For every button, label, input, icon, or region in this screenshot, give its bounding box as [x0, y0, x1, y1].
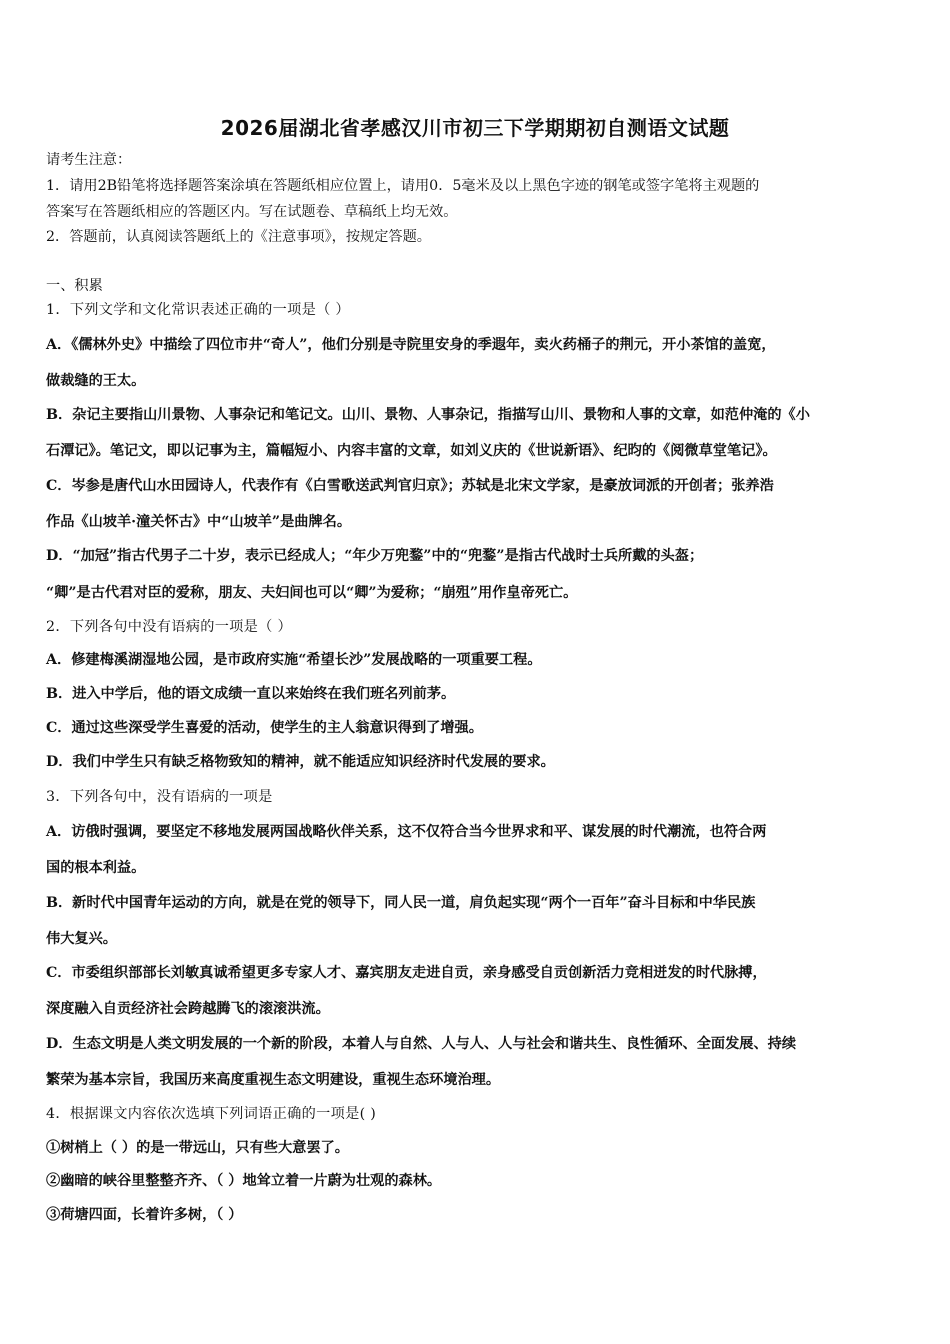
- q3-option-c: C．市委组织部部长刘敏真诚希望更多专家人才、嘉宾朋友走进自贡，亲身感受自贡创新活力竞相迸发的时代脉搏，: [46, 965, 767, 981]
- q4-item-2: ②幽暗的峡谷里整整齐齐、（ ）地耸立着一片蔚为壮观的森林。: [46, 1173, 442, 1189]
- question-1-stem: 1．下列文学和文化常识表述正确的一项是（ ）: [46, 302, 350, 318]
- q1-option-a: A．《儒林外史》中描绘了四位市井“奇人”，他们分别是寺院里安身的季遐年，卖火药桶子的荆元，开小茶馆的盖宽，: [46, 337, 776, 353]
- q1-option-d: D．“加冠”指古代男子二十岁，表示已经成人；“年少万兜鍪”中的“兜鍪”是指古代战时士兵所戴的头盔；: [46, 548, 704, 564]
- q2-option-c: C．通过这些深受学生喜爱的活动，使学生的主人翁意识得到了增强。: [46, 720, 483, 736]
- q3-option-c-cont: 深度融入自贡经济社会跨越腾飞的滚滚洪流。: [46, 1001, 330, 1017]
- q1-option-c: C．岑参是唐代山水田园诗人，代表作有《白雪歌送武判官归京》；苏轼是北宋文学家，是豪放词派的开创者；张养浩: [46, 478, 774, 494]
- q3-option-d: D．生态文明是人类文明发展的一个新的阶段，本着人与自然、人与人、人与社会和谐共生、良性循环、全面发展、持续: [46, 1036, 797, 1052]
- notice-line-3: 2．答题前，认真阅读答题纸上的《注意事项》，按规定答题。: [46, 229, 431, 245]
- q1-option-a-cont: 做裁缝的王太。: [46, 373, 146, 389]
- exam-title: 2026届湖北省孝感汉川市初三下学期期初自测语文试题: [220, 116, 730, 140]
- question-2-stem: 2．下列各句中没有语病的一项是（ ）: [46, 619, 292, 635]
- q1-option-b: B．杂记主要指山川景物、人事杂记和笔记文。山川、景物、人事杂记，指描写山川、景物和人事的文章，如范仲淹的《小: [46, 407, 810, 423]
- q1-option-c-cont: 作品《山坡羊·潼关怀古》中“山坡羊”是曲牌名。: [46, 514, 352, 530]
- q4-item-1: ①树梢上（ ）的是一带远山，只有些大意罢了。: [46, 1140, 349, 1156]
- q3-option-b-cont: 伟大复兴。: [46, 931, 117, 947]
- question-4-stem: 4．根据课文内容依次选填下列词语正确的一项是( ): [46, 1106, 377, 1122]
- q3-option-a-cont: 国的根本利益。: [46, 860, 146, 876]
- q3-option-b: B．新时代中国青年运动的方向，就是在党的领导下，同人民一道，肩负起实现“两个一百年”奋斗目标和中华民族: [46, 895, 756, 911]
- notice-line-2: 答案写在答题纸相应的答题区内。写在试题卷、草稿纸上均无效。: [46, 204, 458, 220]
- q3-option-d-cont: 繁荣为基本宗旨，我国历来高度重视生态文明建设，重视生态环境治理。: [46, 1072, 501, 1088]
- question-3-stem: 3．下列各句中，没有语病的一项是: [46, 789, 273, 805]
- q3-option-a: A．访俄时强调，要坚定不移地发展两国战略伙伴关系，这不仅符合当今世界求和平、谋发展的时代潮流，也符合两: [46, 824, 767, 840]
- q2-option-d: D．我们中学生只有缺乏格物致知的精神，就不能适应知识经济时代发展的要求。: [46, 754, 555, 770]
- q1-option-d-cont: “卿”是古代君对臣的爱称，朋友、夫妇间也可以“卿”为爱称；“崩殂”用作皇帝死亡。: [46, 585, 578, 601]
- notice-heading: 请考生注意：: [46, 152, 132, 168]
- notice-line-1: 1．请用2B铅笔将选择题答案涂填在答题纸相应位置上，请用0．5毫米及以上黑色字迹的钢笔或签字笔将主观题的: [46, 178, 760, 194]
- q2-option-b: B．进入中学后，他的语文成绩一直以来始终在我们班名列前茅。: [46, 686, 456, 702]
- q2-option-a: A．修建梅溪湖湿地公园，是市政府实施“希望长沙”发展战略的一项重要工程。: [46, 652, 542, 668]
- q1-option-b-cont: 石潭记》。笔记文，即以记事为主，篇幅短小、内容丰富的文章，如刘义庆的《世说新语》、纪昀的《阅微草堂笔记》。: [46, 443, 777, 459]
- section-heading: 一、积累: [46, 278, 103, 294]
- q4-item-3: ③荷塘四面，长着许多树，（ ）: [46, 1207, 243, 1223]
